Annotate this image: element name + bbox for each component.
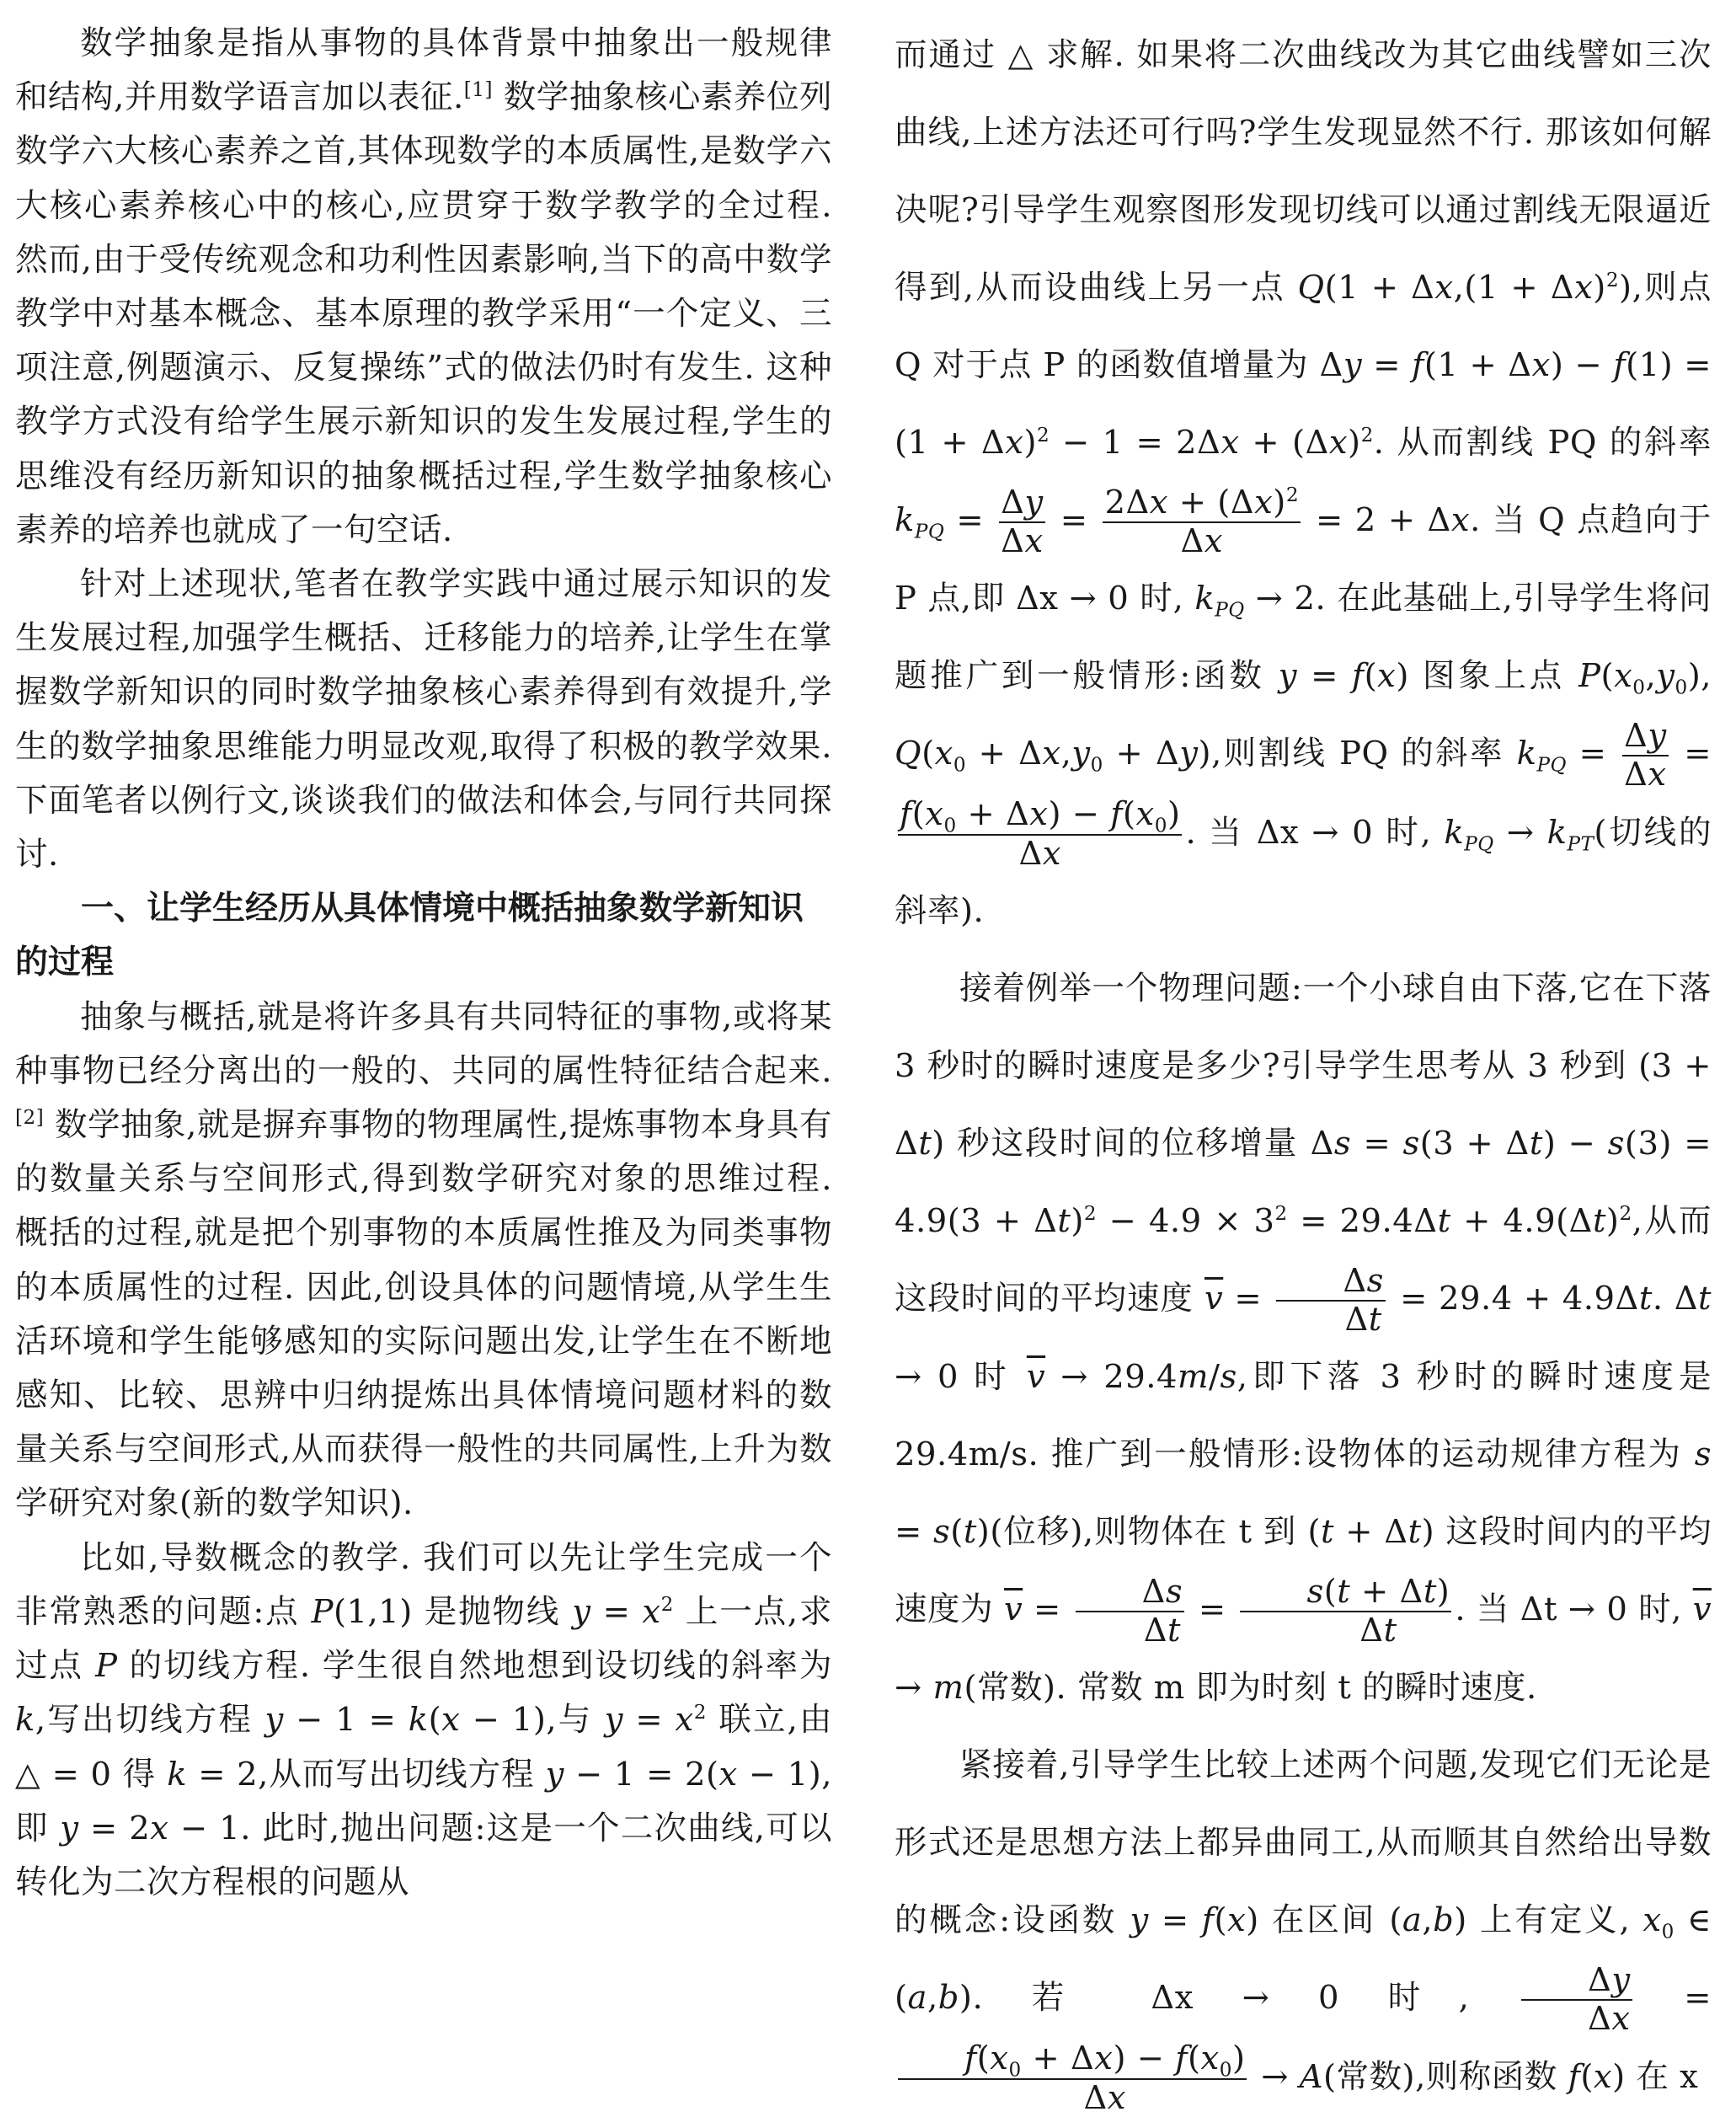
math-limit-slope: $k_{PQ} \to k_{PT}$ xyxy=(1444,813,1594,856)
math-delta-s: $\Delta s = s(3 + \Delta t) - s(3) = 4.9(3 + \Delta t)^2 - 4.9 \times 3^2 = 29.4\Delta t + 4.9(\Delta t)^2$ xyxy=(895,1124,1712,1240)
paragraph-abstraction-generalization xyxy=(15,991,832,1532)
text: ,写出切线方程 xyxy=(35,1701,265,1740)
text: 的切线方程. 学生很自然地想到设切线的斜率为 xyxy=(117,1647,832,1686)
paragraph-physics-example xyxy=(895,950,1712,1728)
paragraph-abstraction-definition xyxy=(15,17,832,558)
math-general-slope: $k_{PQ}$ = $\frac{\Delta y}{\Delta x}$ = $\frac{f(x_0 + \Delta x) - f(x_0)}{\Delta x}$ xyxy=(900,717,1712,873)
text: . 若 Δx → 0 时, xyxy=(972,1979,1518,2018)
fraction: $\frac{\Delta y}{\Delta x}$ xyxy=(1624,717,1667,794)
text: . 当 Δt → 0 时, xyxy=(1455,1590,1693,1629)
text: 数学抽象,就是摒弃事物的物理属性,提炼事物本身具有的数量关系与空间形式,得到数学研究对象的思维过程. 概括的过程,就是把个别事物的本质属性推及为同类事物的本质属性的过程. 因此,创设具体的问题情境,从学生生活环境和学生能够感知的实际问题出发,让学生在不断地感知、比较、思辨中归纳提炼出具体情境问题材料的数量关系与空间形式,从而获得一般性的共同属性,上升为数学研究对象(新的数学知识). xyxy=(15,1106,832,1523)
text: ,从而写出切线方程 xyxy=(258,1755,546,1794)
math-k-eq: k = 2 xyxy=(167,1755,259,1794)
text: 针对上述现状,笔者在教学实践中通过展示知识的发生发展过程,加强学生概括、迁移能力的培养,让学生在掌握数学新知识的同时数学抽象核心素养得到有效提升,学生的数学抽象思维能力明显改观,取得了积极的教学效果. 下面笔者以例行文,谈谈我们的做法和体会,与同行共同探讨. xyxy=(15,565,832,874)
math-interval: (a,b) xyxy=(1389,1901,1467,1940)
math-general-points: $P(x_0,y_0)$, $Q(x_0 + \Delta x,y_0 + \Delta y)$ xyxy=(895,657,1712,777)
text: . 从而割线 PQ 的斜率 xyxy=(1373,424,1712,462)
text: 紧接着,引导学生比较上述两个问题,发现它们无论是形式还是思想方法上都异曲同工,从而顺其自然给出导数的概念:设函数 xyxy=(895,1746,1712,1940)
text: ,则点 Q 对于点 P 的函数值增量为 xyxy=(895,269,1712,384)
math-average-velocity: $\overline{v}$ = $\frac{\Delta s}{\Delta t}$ = 29.4 + 4.9Δt. Δt → 0 xyxy=(895,1261,1712,1397)
text: (切线的斜率). xyxy=(895,813,1712,930)
math-point-q: $Q(1 + \Delta x,(1 + \Delta x)^2)$ xyxy=(1297,269,1632,307)
text: 上有定义, xyxy=(1466,1901,1643,1940)
text: 图象上点 xyxy=(1408,657,1579,696)
math-delta-y: $\Delta y = f(1 + \Delta x) - f(1) = (1 + \Delta x)^2 - 1 = 2\Delta x + (\Delta x)^2$ xyxy=(895,346,1712,462)
fraction: $\frac{f(x_0 + \Delta x) - f(x_0)}{\Delta x}$ xyxy=(900,795,1181,873)
text: (位移),则物体在 t 到 xyxy=(990,1513,1308,1552)
math-time-interval: (3 + Δt) xyxy=(895,1046,1712,1163)
math-secant-slope: $k_{PQ}$ = $\frac{\Delta y}{\Delta x}$ = $\frac{2\Delta x + (\Delta x)^2}{\Delta x}$ = 2 + Δx xyxy=(895,483,1471,560)
paragraph-secant-approach xyxy=(895,17,1712,950)
right-column xyxy=(895,17,1712,2117)
math-tangent-eq: y − 1 = k(x − 1) xyxy=(264,1701,547,1740)
math-function: y = f(x) xyxy=(1278,657,1409,696)
fraction: $\frac{\Delta y}{\Delta x}$ xyxy=(1001,483,1044,560)
left-column xyxy=(15,17,832,2022)
text: 上一点,求过点 xyxy=(15,1592,832,1686)
text: 抽象与概括,就是将许多具有共同特征的事物,或将某种事物已经分离出的一般的、共同的属性特征结合起来. xyxy=(15,997,832,1090)
math-t-interval: (t + Δt) xyxy=(1307,1513,1435,1552)
math-parabola: $y = x^2$ xyxy=(572,1592,674,1631)
math-function: y = f(x) xyxy=(1130,1901,1259,1940)
math-motion-eq: s = s(t) xyxy=(895,1435,1712,1552)
text: . 当 Δx → 0 时, xyxy=(1185,813,1445,852)
text: 是抛物线 xyxy=(412,1592,573,1631)
text: (常数). 常数 m 即为时刻 t 的瞬时速度. xyxy=(964,1669,1537,1708)
paragraph-derivative-definition xyxy=(895,1727,1712,2117)
fraction: $\frac{\Delta y}{\Delta x}$ xyxy=(1521,1962,1632,2039)
text: 在区间 xyxy=(1258,1901,1390,1940)
text: 比如,导数概念的教学. 我们可以先让学生完成一个非常熟悉的问题:点 xyxy=(15,1538,832,1631)
math-p: P xyxy=(95,1647,118,1686)
math-fx: f(x) xyxy=(1568,2057,1626,2096)
math-velocity-limit: $\overline{v} \to 29.4m/s$ xyxy=(1026,1358,1237,1397)
fraction: $\frac{2\Delta x + (\Delta x)^2}{\Delta x}$ xyxy=(1104,483,1300,560)
math-general-velocity: $\overline{v}$ = $\frac{\Delta s}{\Delta t}$ = $\frac{s(t + \Delta t)}{\Delta t}$ xyxy=(1003,1572,1450,1650)
text: ,从而这段时间的平均速度 xyxy=(895,1201,1712,1318)
text: 秒这段时间的位移增量 xyxy=(944,1124,1311,1163)
text: ,与 xyxy=(546,1701,605,1740)
text: 数学抽象是指从事物的具体背景中抽象出一般规律和结构,并用数学语言加以表征. xyxy=(15,24,832,117)
text: 接着例举一个物理问题:一个小球自由下落,它在下落 3 秒时的瞬时速度是多少?引导学生思考从 3 秒到 xyxy=(895,969,1712,1085)
text: 这段时间内的平均速度为 xyxy=(895,1513,1712,1629)
fraction: $\frac{\Delta s}{\Delta t}$ xyxy=(1076,1574,1185,1650)
math-tangent-line: y − 1 = 2(x − 1) xyxy=(545,1755,822,1794)
text: ,即 xyxy=(15,1755,833,1847)
fraction: $\frac{s(t + \Delta t)}{\Delta t}$ xyxy=(1240,1574,1451,1650)
math-tangent-line-final: y = 2x − 1 xyxy=(60,1809,241,1847)
text: ,即下落 3 秒时的瞬时速度是 29.4m/s. 推广到一般情形:设物体的运动规律方程为 xyxy=(895,1358,1712,1474)
citation-ref: [2] xyxy=(15,1107,45,1130)
paragraph-current-situation xyxy=(15,558,832,882)
text: ,则割线 PQ 的斜率 xyxy=(1211,735,1517,773)
text: . 当 Q 点趋向于 P 点,即 Δx → 0 时, xyxy=(895,501,1712,618)
citation-ref: [1] xyxy=(463,79,494,102)
text: → 2. 在此基础上,引导学生将问题推广到一般情形:函数 xyxy=(895,580,1712,696)
text: 而通过 △ 求解. 如果将二次曲线改为其它曲线譬如三次曲线,上述方法还可行吗?学生发现显然不行. 那该如何解决呢?引导学生观察图形发现切线可以通过割线无限逼近得到,从而设曲线上另一点 xyxy=(895,36,1712,307)
fraction: $\frac{\Delta s}{\Delta t}$ xyxy=(1276,1263,1386,1339)
text: 时 xyxy=(958,1358,1027,1397)
paragraph-derivative-example xyxy=(15,1532,832,1910)
math-x0-in: $x_0$ ∈ (a,b) xyxy=(895,1901,1712,2018)
math-velocity-m: $\overline{v} \to m$ xyxy=(895,1590,1712,1708)
math-derivative-limit: $\frac{\Delta y}{\Delta x}$ = $\frac{f(x_0 + \Delta x) - f(x_0)}{\Delta x}$ → A xyxy=(895,1979,1712,2095)
math-parabola: $y = x^2$ xyxy=(604,1701,707,1740)
text: . 此时,抛出问题:这是一个二次曲线,可以转化为二次方程根的问题从 xyxy=(15,1809,832,1901)
section-heading: 一、让学生经历从具体情境中概括抽象数学新知识的过程 xyxy=(15,890,804,982)
text: 在 x xyxy=(1625,2057,1699,2096)
fraction: $\frac{f(x_0 + \Delta x) - f(x_0)}{\Delta x}$ xyxy=(898,2040,1247,2117)
math-k: k xyxy=(15,1701,35,1740)
math-kpq: $k_{PQ}$ xyxy=(1194,580,1245,622)
text: (常数),则称函数 xyxy=(1323,2057,1568,2096)
text: 数学抽象核心素养位列数学六大核心素养之首,其体现数学的本质属性,是数学六大核心素养核心中的核心,应贯穿于数学教学的全过程. 然而,由于受传统观念和功利性因素影响,当下的高中数学教学中对基本概念、基本原理的教学采用“一个定义、三项注意,例题演示、反复操练”式的做法仍时有发生. 这种教学方式没有给学生展示新知识的发生发展过程,学生的思维没有经历新知识的抽象概括过程,学生数学抽象核心素养的培养也就成了一句空话. xyxy=(15,78,832,549)
math-point-p: P(1,1) xyxy=(311,1592,413,1631)
text: 联立,由 △ = 0 得 xyxy=(15,1701,832,1794)
